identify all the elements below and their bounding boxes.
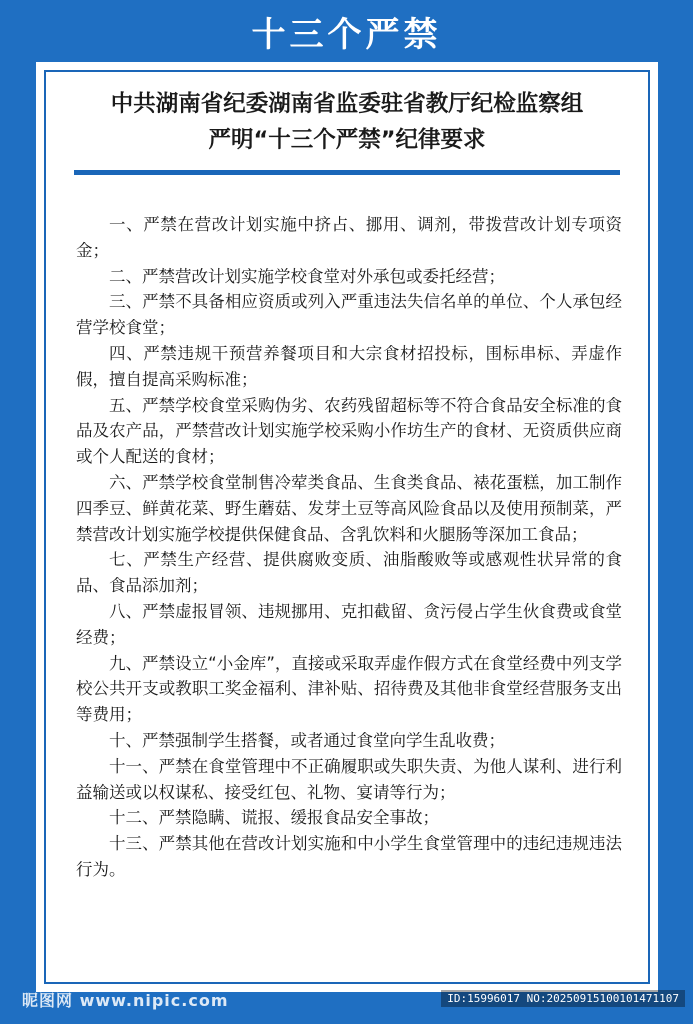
notice-heading [36,86,658,158]
banner-title: 十三个严禁 [251,14,442,55]
rules-list [76,212,622,883]
rule-item-7: 七、严禁生产经营、提供腐败变质、油脂酸败等或感观性状异常的食品、食品添加剂； [76,550,622,596]
watermark-site: 昵图网 www.nipic.com [22,991,229,1010]
rule-item-13: 十三、严禁其他在营改计划实施和中小学生食堂管理中的违纪违规违法行为。 [76,834,622,879]
heading-divider [74,170,620,175]
rule-item-10: 十、严禁强制学生搭餐，或者通过食堂向学生乱收费； [109,730,505,750]
rule-item-11: 十一、严禁在食堂管理中不正确履职或失职失责、为他人谋利、进行利益输送或以权谋私、接受红包、礼物、宴请等行为； [76,756,622,802]
rule-item-8: 八、严禁虚报冒领、违规挪用、克扣截留、贪污侵占学生伙食费或食堂经费； [76,601,622,647]
rule-item-1: 一、严禁在营改计划实施中挤占、挪用、调剂，带拨营改计划专项资金； [76,215,622,260]
rule-item-3: 三、严禁不具备相应资质或列入严重违法失信名单的单位、个人承包经营学校食堂； [76,292,622,338]
rule-item-9: 九、严禁设立“小金库”，直接或采取弄虚作假方式在食堂经费中列支学校公共开支或教职工奖金福利、津补贴、招待费及其他非食堂经营服务支出等费用； [76,653,622,725]
notice-board [36,62,658,992]
rule-item-6: 六、严禁学校食堂制售冷荤类食品、生食类食品、裱花蛋糕，加工制作四季豆、鲜黄花菜、野生蘑菇、发芽土豆等高风险食品以及使用预制菜，严禁营改计划实施学校提供保健食品、含乳饮料和火腿肠等深加工食品； [76,472,622,544]
rule-item-5: 五、严禁学校食堂采购伪劣、农药残留超标等不符合食品安全标准的食品及农产品，严禁营改计划实施学校采购小作坊生产的食材、无资质供应商或个人配送的食材； [76,395,622,467]
heading-line-2: 严明“十三个严禁”纪律要求 [208,127,486,153]
rule-item-2: 二、严禁营改计划实施学校食堂对外承包或委托经营； [109,266,505,286]
heading-line-1: 中共湖南省纪委湖南省监委驻省教厅纪检监察组 [110,91,584,117]
rule-item-12: 十二、严禁隐瞒、谎报、缓报食品安全事故； [109,808,439,828]
watermark-id: ID:15996017 NO:20250915100101471107 [441,990,685,1007]
rule-item-4: 四、严禁违规干预营养餐项目和大宗食材招投标，围标串标、弄虚作假，擅自提高采购标准； [76,343,622,389]
